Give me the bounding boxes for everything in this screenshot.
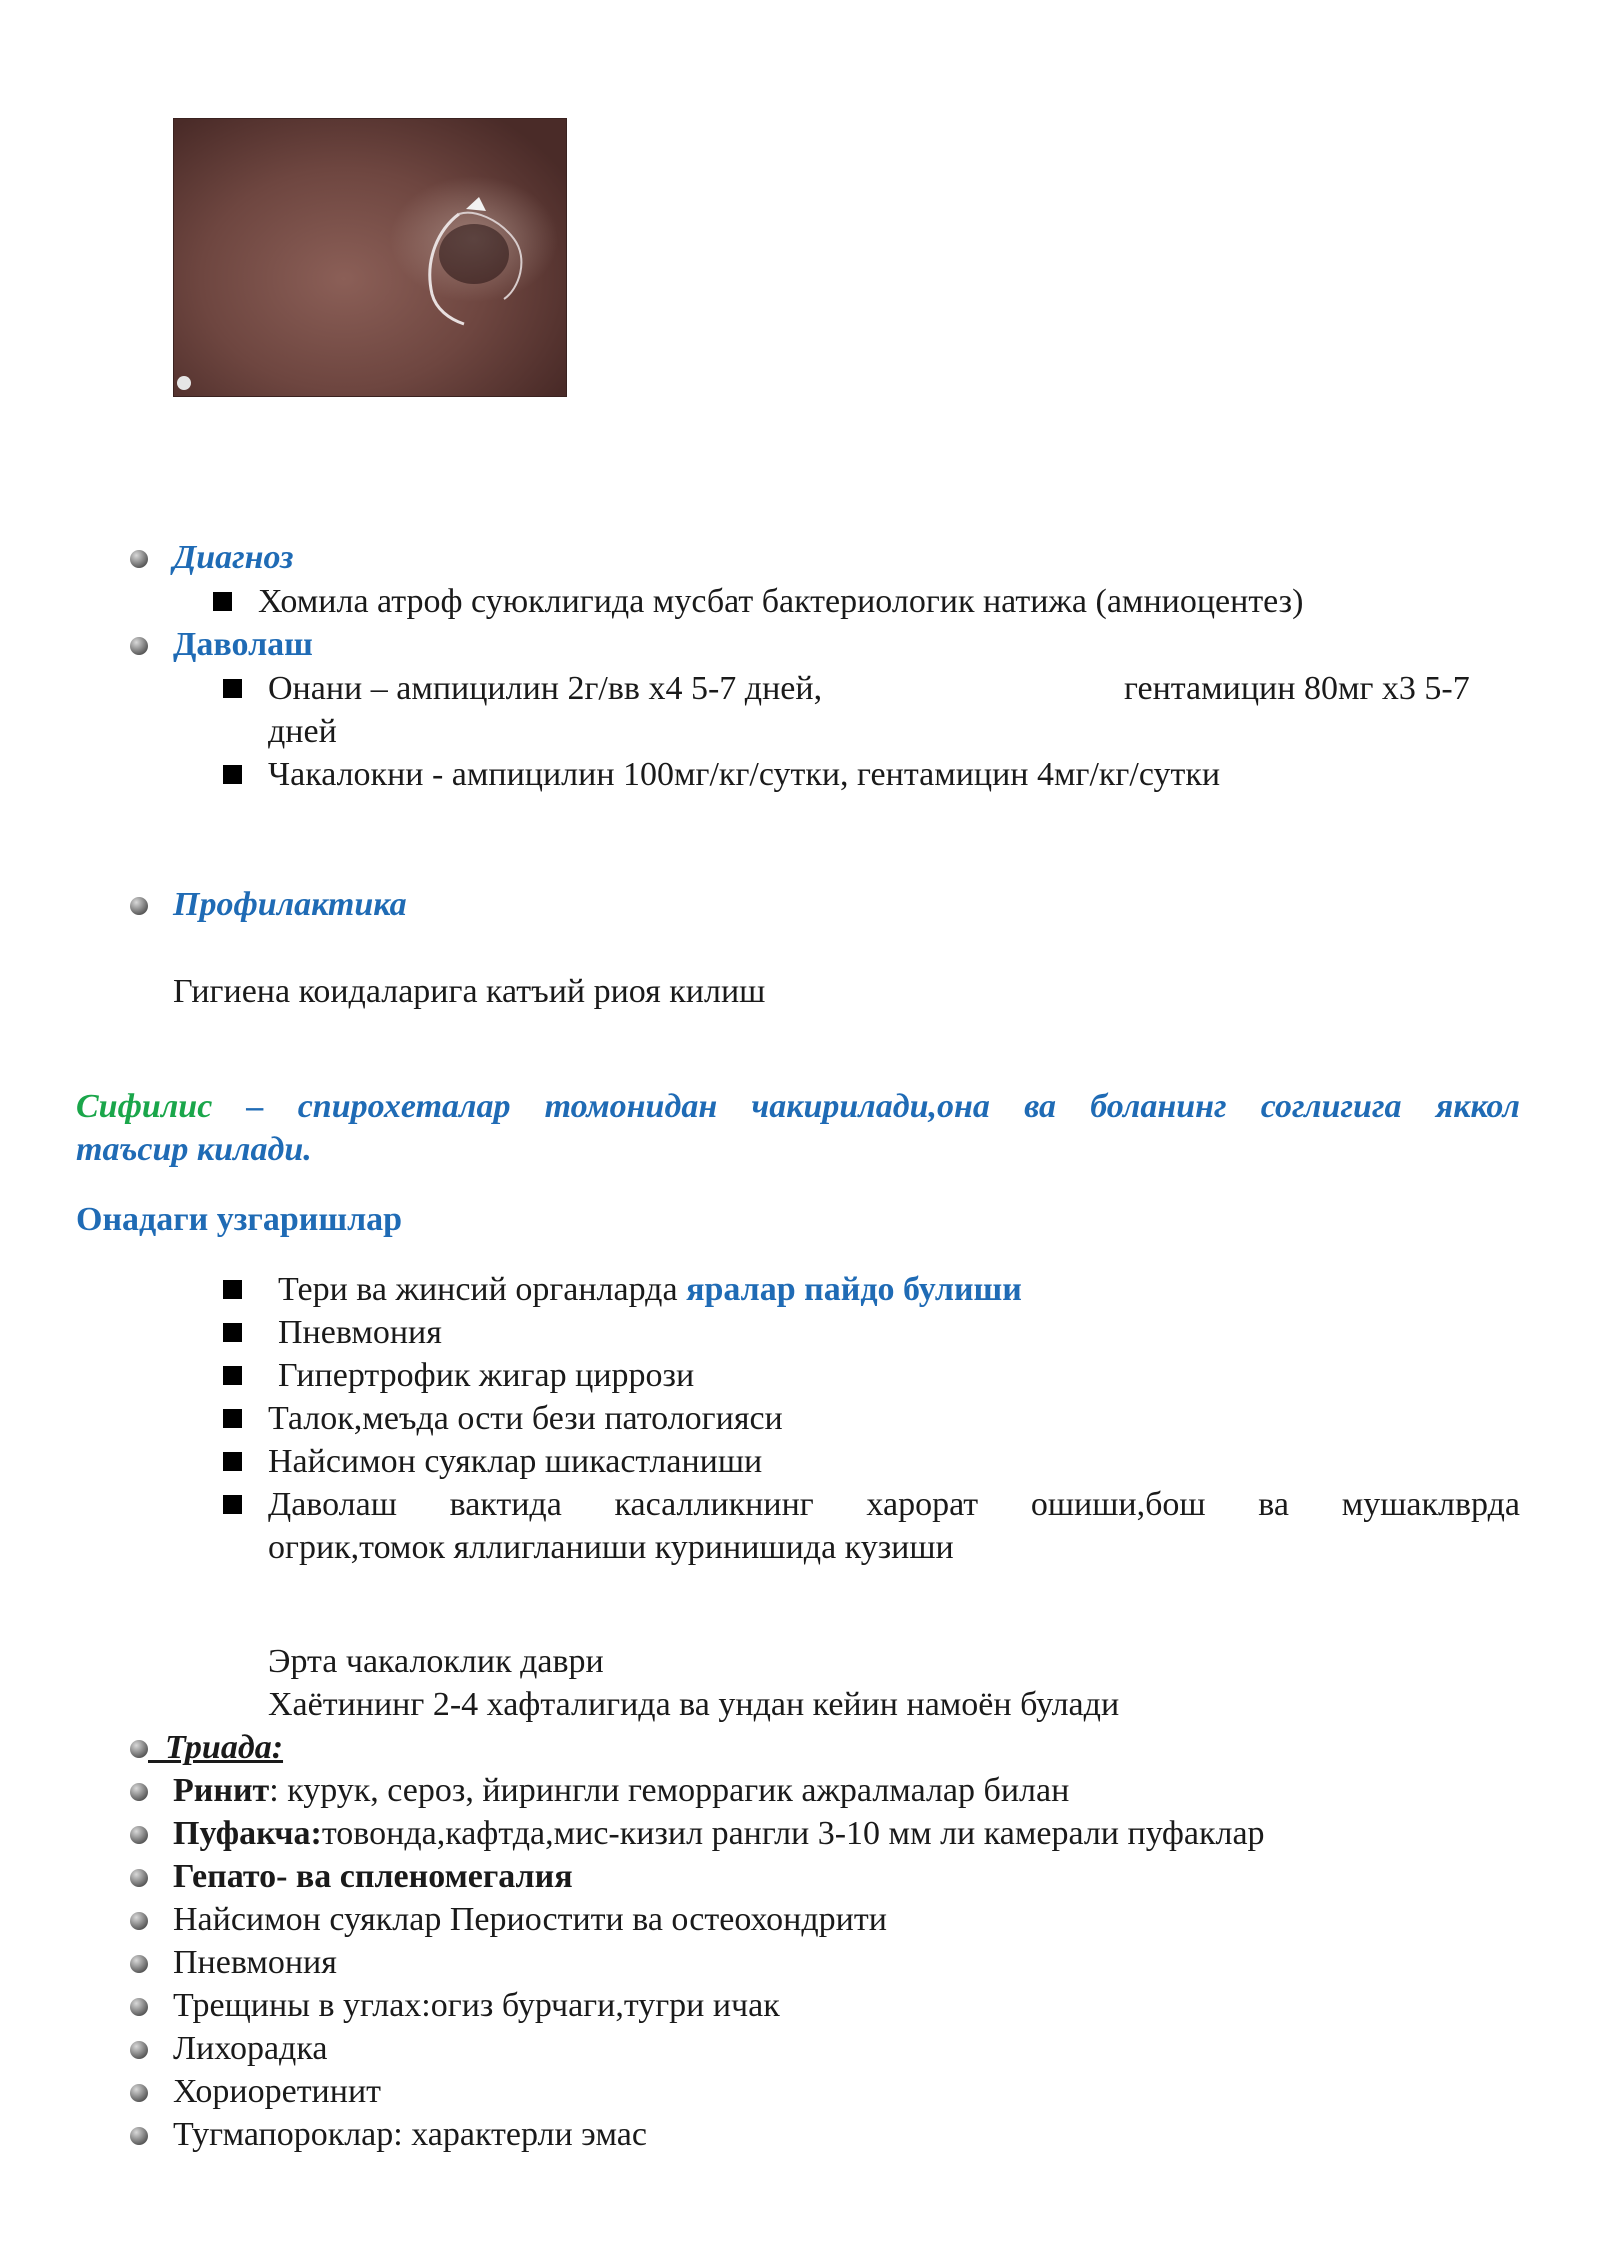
treatment-mother-cont: дней <box>268 713 337 750</box>
photo-illustration <box>174 119 566 396</box>
triad-item-pneumonia: Пневмония <box>173 1944 337 1981</box>
round-bullet-icon <box>130 1783 148 1801</box>
blister-text: товонда,кафтда,мис-кизил рангли 3-10 мм ли камерали пуфаклар <box>321 1815 1265 1852</box>
square-bullet-icon <box>223 1409 242 1428</box>
round-bullet-icon <box>130 1998 148 2016</box>
diagnosis-item: Хомила атроф суюклигида мусбат бактериологик натижа (амниоцентез) <box>258 583 1304 620</box>
mother-change-item-1-text: Тери ва жинсий органларда <box>278 1271 687 1308</box>
triad-heading-text <box>148 1729 283 1766</box>
mother-change-item-1-highlight: яралар пайдо булиши <box>686 1271 1022 1308</box>
diagnosis-heading: Диагноз <box>173 539 294 576</box>
round-bullet-icon <box>130 2084 148 2102</box>
square-bullet-icon <box>213 592 232 611</box>
round-bullet-icon <box>130 2041 148 2059</box>
round-bullet-icon <box>130 637 148 655</box>
mother-change-item-2: Пневмония <box>278 1314 442 1351</box>
triad-item-blister <box>173 1812 1265 1855</box>
blister-label: Пуфакча: <box>173 1815 322 1852</box>
prophylaxis-heading: Профилактика <box>173 886 407 923</box>
round-bullet-icon <box>130 1912 148 1930</box>
treatment-heading: Даволаш <box>173 626 313 663</box>
triad-item-fever: Лихорадка <box>173 2030 328 2067</box>
treatment-mother: Онани – ампицилин 2г/вв х4 5-7 дней, <box>268 670 823 707</box>
triad-heading-label: Триада: <box>165 1729 284 1766</box>
square-bullet-icon <box>223 679 242 698</box>
round-bullet-icon <box>130 550 148 568</box>
round-bullet-icon <box>130 1740 148 1758</box>
early-period-title: Эрта чакалоклик даври <box>268 1643 604 1680</box>
triad-item-rhinitis <box>173 1769 1069 1812</box>
treatment-newborn: Чакалокни - ампицилин 100мг/кг/сутки, гентамицин 4мг/кг/сутки <box>268 756 1221 793</box>
triad-item-hepatosplenomegaly: Гепато- ва спленомегалия <box>173 1858 573 1895</box>
mother-change-item-5: Найсимон суяклар шикастланиши <box>268 1443 763 1480</box>
triad-item-fissures: Трещины в углах:огиз бурчаги,тугри ичак <box>173 1987 780 2024</box>
syphilis-definition: – спирохеталар томонидан чакирилади,она ва боланинг соглигига яккол <box>212 1088 1520 1125</box>
mother-change-item-6-line2: огрик,томок яллигланиши куринишида кузиши <box>268 1529 954 1566</box>
rhinitis-label: Ринит <box>173 1772 270 1809</box>
square-bullet-icon <box>223 765 242 784</box>
square-bullet-icon <box>223 1452 242 1471</box>
square-bullet-icon <box>223 1366 242 1385</box>
mother-change-item-3: Гипертрофик жигар циррози <box>278 1357 695 1394</box>
mother-change-item-1 <box>278 1268 1022 1311</box>
triad-item-rash: Тугмапороклар: характерли эмас <box>173 2116 647 2153</box>
prophylaxis-text: Гигиена коидаларига катъий риоя килиш <box>173 973 766 1010</box>
syphilis-intro-line2: таъсир килади. <box>76 1131 312 1168</box>
triad-heading <box>148 1726 283 1769</box>
round-bullet-icon <box>130 1869 148 1887</box>
mother-change-item-6-line1: Даволаш вактида касалликнинг харорат ошиши,бош ва мушаклврда <box>268 1486 1520 1523</box>
syphilis-intro-line1 <box>76 1085 1520 1128</box>
early-period-description: Хаётининг 2-4 хафталигида ва ундан кейин намоён булади <box>268 1686 1120 1723</box>
square-bullet-icon <box>223 1495 242 1514</box>
round-bullet-icon <box>130 1955 148 1973</box>
round-bullet-icon <box>130 2127 148 2145</box>
triad-item-chorioretinitis: Хориоретинит <box>173 2073 382 2110</box>
treatment-mother-gentamicin: гентамицин 80мг х3 5-7 <box>1124 670 1470 707</box>
mother-change-item-4: Талок,меъда ости бези патологияси <box>268 1400 783 1437</box>
round-bullet-icon <box>130 897 148 915</box>
mother-changes-heading: Онадаги узгаришлар <box>76 1201 403 1238</box>
medical-photo <box>173 118 567 397</box>
square-bullet-icon <box>223 1280 242 1299</box>
rhinitis-text: : курук, сероз, йирингли геморрагик ажралмалар билан <box>269 1772 1070 1809</box>
triad-item-bones: Найсимон суяклар Периостити ва остеохондрити <box>173 1901 887 1938</box>
round-bullet-icon <box>130 1826 148 1844</box>
syphilis-term: Сифилис <box>76 1088 213 1125</box>
square-bullet-icon <box>223 1323 242 1342</box>
